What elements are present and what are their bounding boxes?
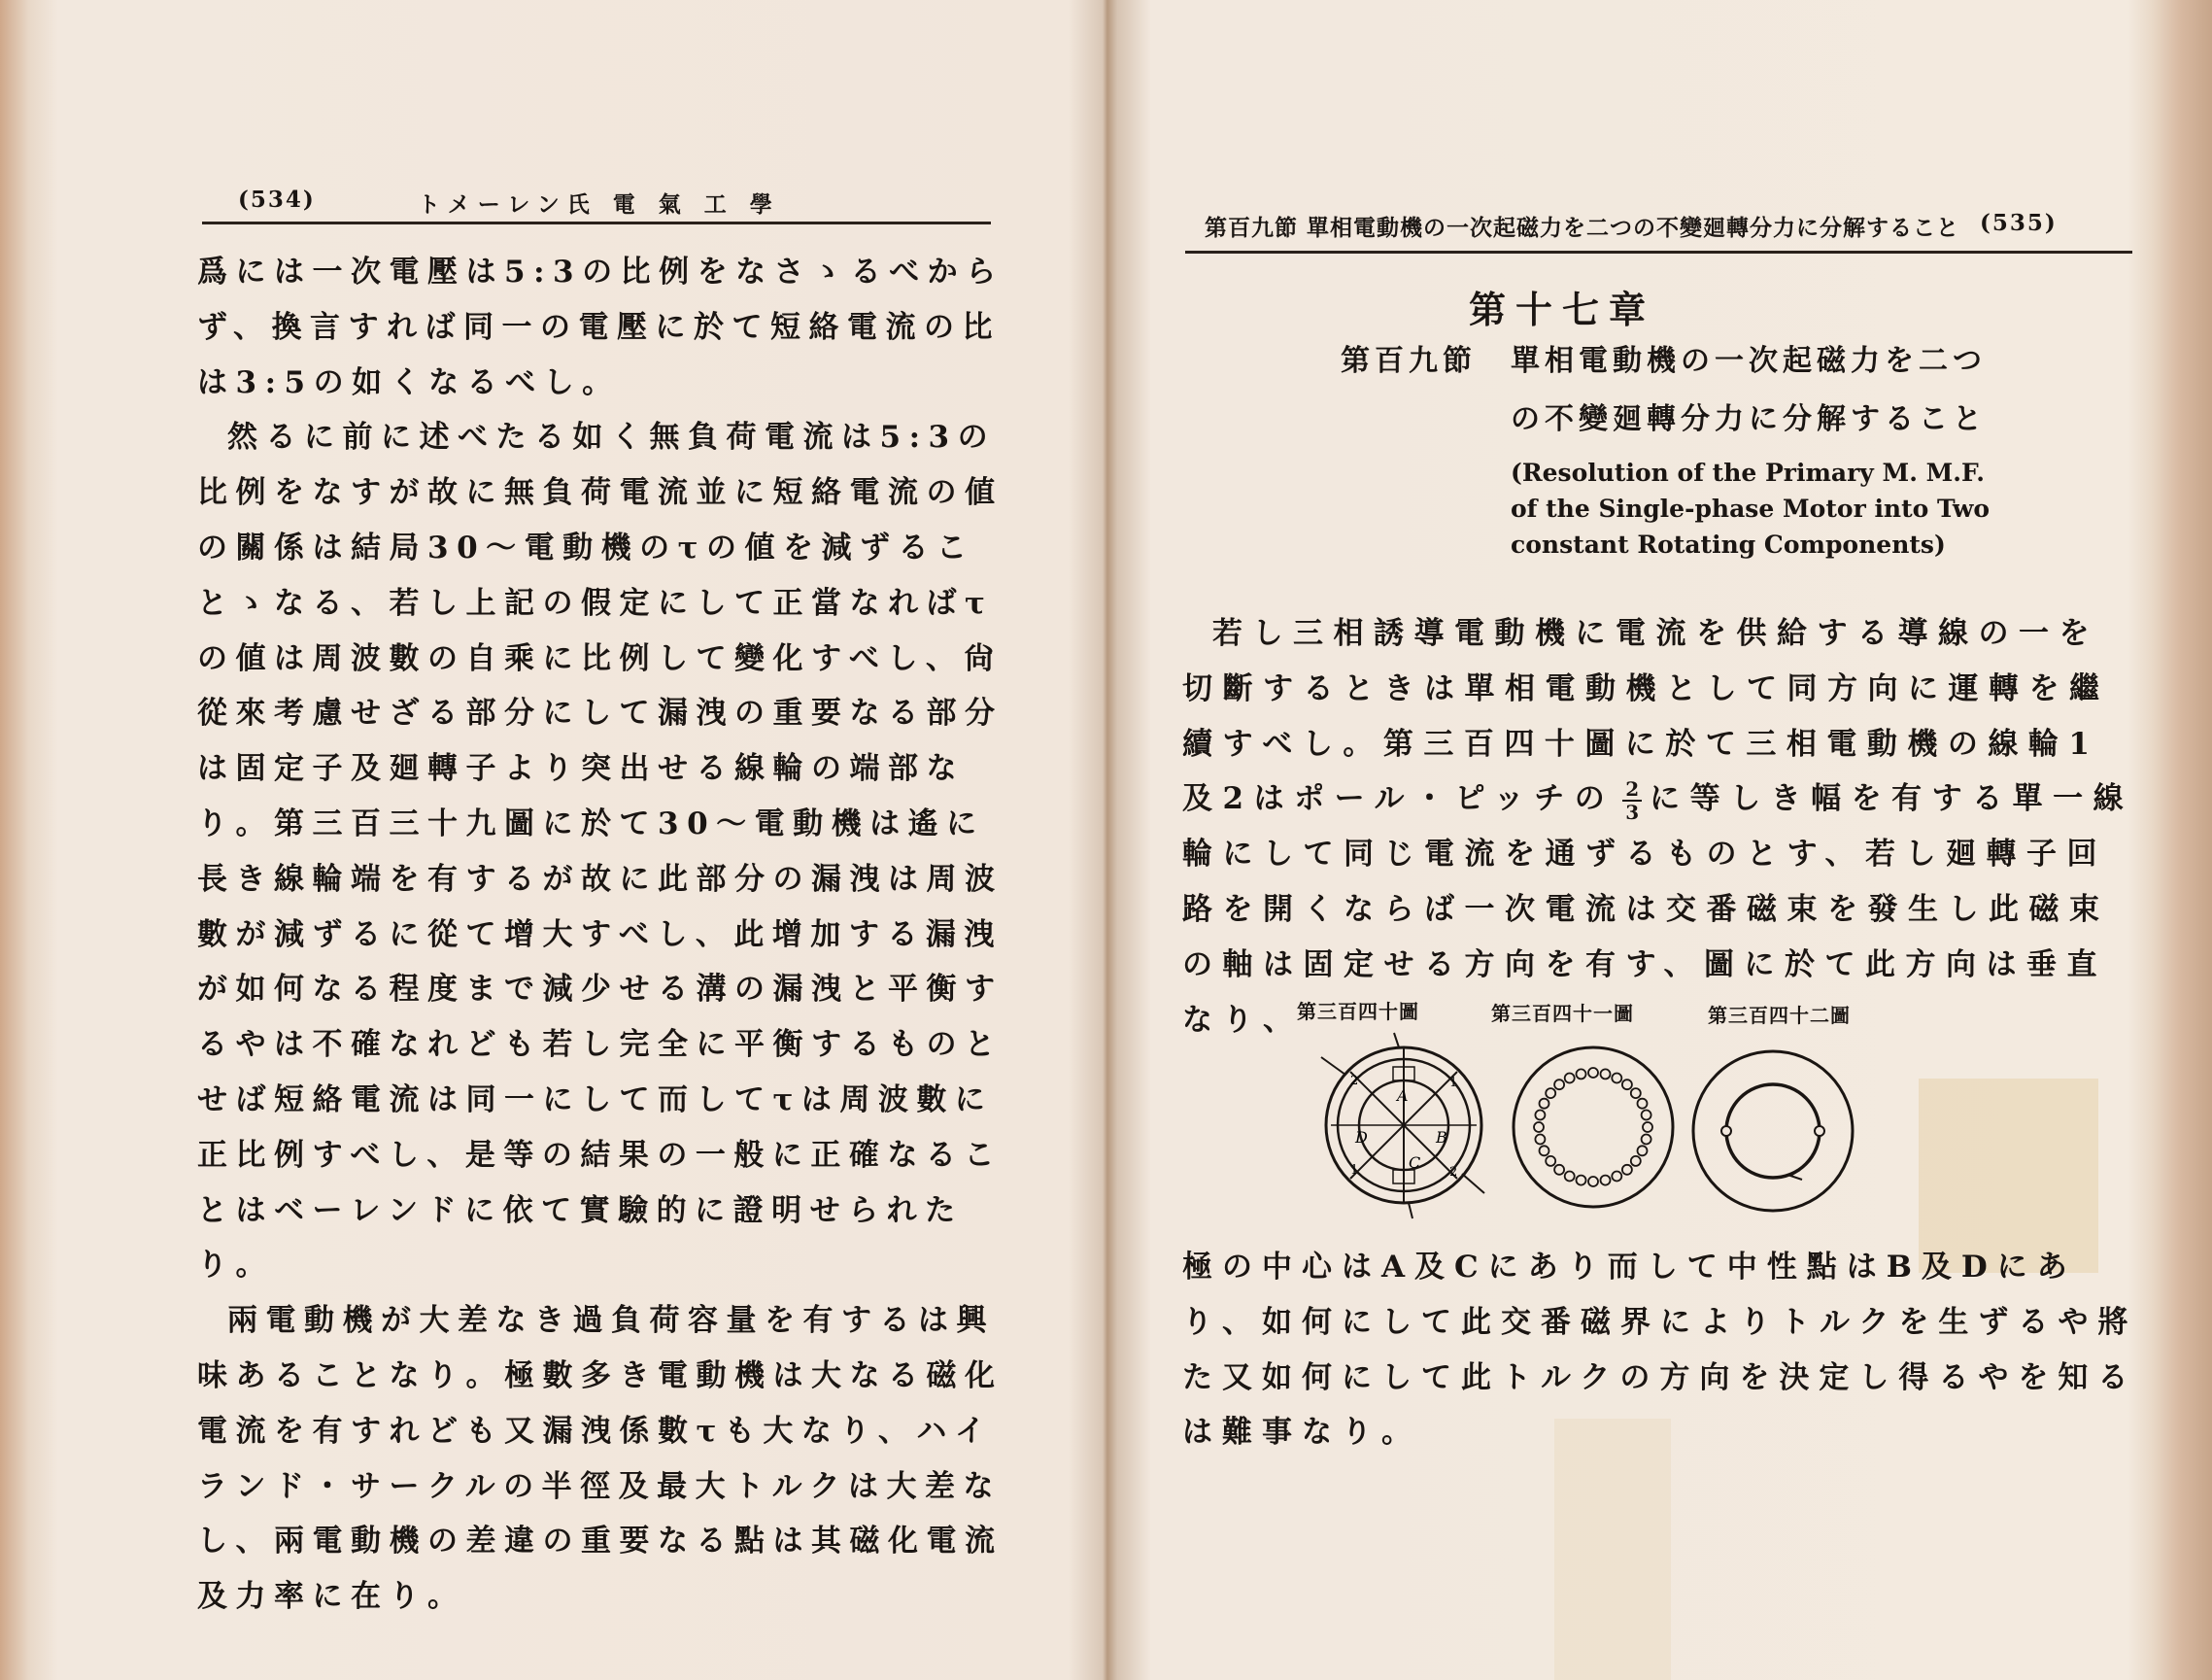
fraction-numerator: 2 xyxy=(1622,778,1642,802)
left-running-title: トメーレン氏 電 氣 工 學 xyxy=(418,191,780,218)
figure-341-distributed-winding xyxy=(1506,1040,1681,1215)
conductor-dot xyxy=(1642,1135,1651,1145)
fraction-denominator: 3 xyxy=(1625,800,1640,824)
english-title-line-1: (Resolution of the Primary M. M.F. xyxy=(1511,459,1985,487)
left-paragraph-1: 爲には一次電壓は5:3の比例をなさゝるべからず、換言すれば同一の電壓に於て短絡電流の比は3:5の如くなるべし。 xyxy=(197,255,1004,400)
fig340-label-1a: 1 xyxy=(1449,1076,1458,1090)
section-title-line-1: 單相電動機の一次起磁力を二つ xyxy=(1511,344,1987,378)
caption-fig-341: 第三百四十一圖 xyxy=(1491,1002,1634,1025)
conductor-dot xyxy=(1554,1080,1564,1089)
conductor-dot xyxy=(1638,1146,1648,1155)
conductor-dot xyxy=(1631,1156,1641,1166)
fig340-label-A: A xyxy=(1397,1086,1409,1105)
conductor-dot xyxy=(1643,1122,1652,1132)
right-paragraph-1b-part2: に等しき幅を有する單一線輪にして同じ電流を通ずるものとす、若し廻轉子回路を開くならば一次電流は交番磁束を發生し此磁束の軸は固定せる方向を有す、圖に於て此方向は垂直なり、 xyxy=(1182,781,2134,1038)
caption-fig-342: 第三百四十二圖 xyxy=(1708,1004,1851,1027)
left-page-number: (534) xyxy=(238,187,316,213)
conductor-dot xyxy=(1622,1165,1632,1175)
conductor-dot xyxy=(1601,1176,1611,1185)
english-title-line-3: constant Rotating Components) xyxy=(1511,531,1946,559)
right-paragraph-2-text: 極の中心はA及Cにあり而して中性點はB及Dにあり、如何にして此交番磁界によりトルクを生ずるや將た又如何にして此トルクの方向を決定し得るやを知るは難事なり。 xyxy=(1182,1250,2138,1451)
fig340-label-2b: 2 xyxy=(1449,1165,1458,1180)
conductor-dot xyxy=(1588,1068,1598,1078)
fig340-label-C: C xyxy=(1409,1153,1421,1172)
right-paragraph-1b-part1: 及2はポール・ピッチの xyxy=(1182,781,1616,817)
conductor-dot xyxy=(1638,1099,1648,1109)
right-paragraph-1a: 若し三相誘導電動機に電流を供給する導線の一を切斷するときは單相電動機として同方向に運轉を繼續すべし。第三百四十圖に於て三相電動機の線輪1 xyxy=(1182,616,2110,762)
conductor-dot xyxy=(1588,1177,1598,1186)
fig340-label-2a: 2 xyxy=(1350,1074,1359,1088)
right-page-number: (535) xyxy=(1980,210,2058,236)
left-header-rule xyxy=(202,222,991,224)
conductor-dot xyxy=(1540,1146,1549,1155)
left-paragraph-3: 兩電動機が大差なき過負荷容量を有するは興味あることなり。極數多き電動機は大なる磁化電流を有すれども又漏洩係數τも大なり、ハイランド・サークルの半徑及最大トルクは大差なし、兩電動機の差違の重要なる點は其磁化電流及力率に在り。 xyxy=(197,1303,1004,1615)
conductor-dot xyxy=(1546,1088,1555,1098)
chapter-heading: 第十七章 xyxy=(1469,288,1656,331)
right-page xyxy=(1107,0,2212,1680)
english-title xyxy=(1511,455,1990,563)
figure-340-stator-windings xyxy=(1311,1028,1496,1222)
right-header-rule xyxy=(1185,251,2132,254)
right-paragraph-1 xyxy=(1182,606,2139,1047)
caption-fig-340: 第三百四十圖 xyxy=(1297,1000,1419,1023)
conductor-dot xyxy=(1546,1156,1555,1166)
fraction xyxy=(1622,778,1642,823)
conductor-dot xyxy=(1565,1172,1575,1182)
fig340-label-1b: 1 xyxy=(1350,1163,1359,1178)
figure-342-single-coil xyxy=(1685,1044,1860,1218)
conductor-dot xyxy=(1577,1069,1586,1079)
conductor-dot xyxy=(1534,1122,1544,1132)
right-running-title: 第百九節 單相電動機の一次起磁力を二つの不變廻轉分力に分解すること xyxy=(1205,215,1960,241)
conductor-dot xyxy=(1642,1111,1651,1120)
conductor-dot xyxy=(1612,1172,1621,1182)
left-paragraph-2: 然るに前に述べたる如く無負荷電流は5:3の比例をなすが故に無負荷電流並に短絡電流の値の關係は結局30〜電動機のτの値を減ずることゝなる、若し上記の假定にして正當なればτの値は周波數の自乘に比例して變化すべし、尙從來考慮せざる部分にして漏洩の重要なる部分は固定子及廻轉子より突出せる線輪の端部なり。第三百三十九圖に於て30〜電動機は遙に長き線輪端を有するが故に此部分の漏洩は周波數が減ずるに從て增大すべし、此增加する漏洩が如何なる程度まで減少せる溝の漏洩と平衡するやは不確なれども若し完全に平衡するものとせば短絡電流は同一にして而してτは周波數に正比例すべし、是等の結果の一般に正確なることはベーレンドに依て實驗的に證明せられたり。 xyxy=(197,420,1004,1284)
conductor-dot xyxy=(1577,1176,1586,1185)
conductor-dot xyxy=(1565,1074,1575,1083)
conductor-dot xyxy=(1535,1111,1545,1120)
conductor-dot xyxy=(1601,1069,1611,1079)
conductor-dot xyxy=(1540,1099,1549,1109)
conductor-dot xyxy=(1622,1080,1632,1089)
fig340-label-D: D xyxy=(1355,1128,1368,1147)
section-title-line-2: の不變廻轉分力に分解すること xyxy=(1511,402,1987,436)
english-title-line-2: of the Single-phase Motor into Two xyxy=(1511,495,1991,523)
conductor-dot xyxy=(1554,1165,1564,1175)
conductor-dot xyxy=(1631,1088,1641,1098)
conductor-dot xyxy=(1535,1135,1545,1145)
conductor-dot xyxy=(1612,1074,1621,1083)
fig340-label-B: B xyxy=(1436,1128,1447,1147)
right-paragraph-2 xyxy=(1182,1240,2139,1460)
section-number: 第百九節 xyxy=(1341,344,1477,378)
left-body-text xyxy=(197,245,1005,1625)
